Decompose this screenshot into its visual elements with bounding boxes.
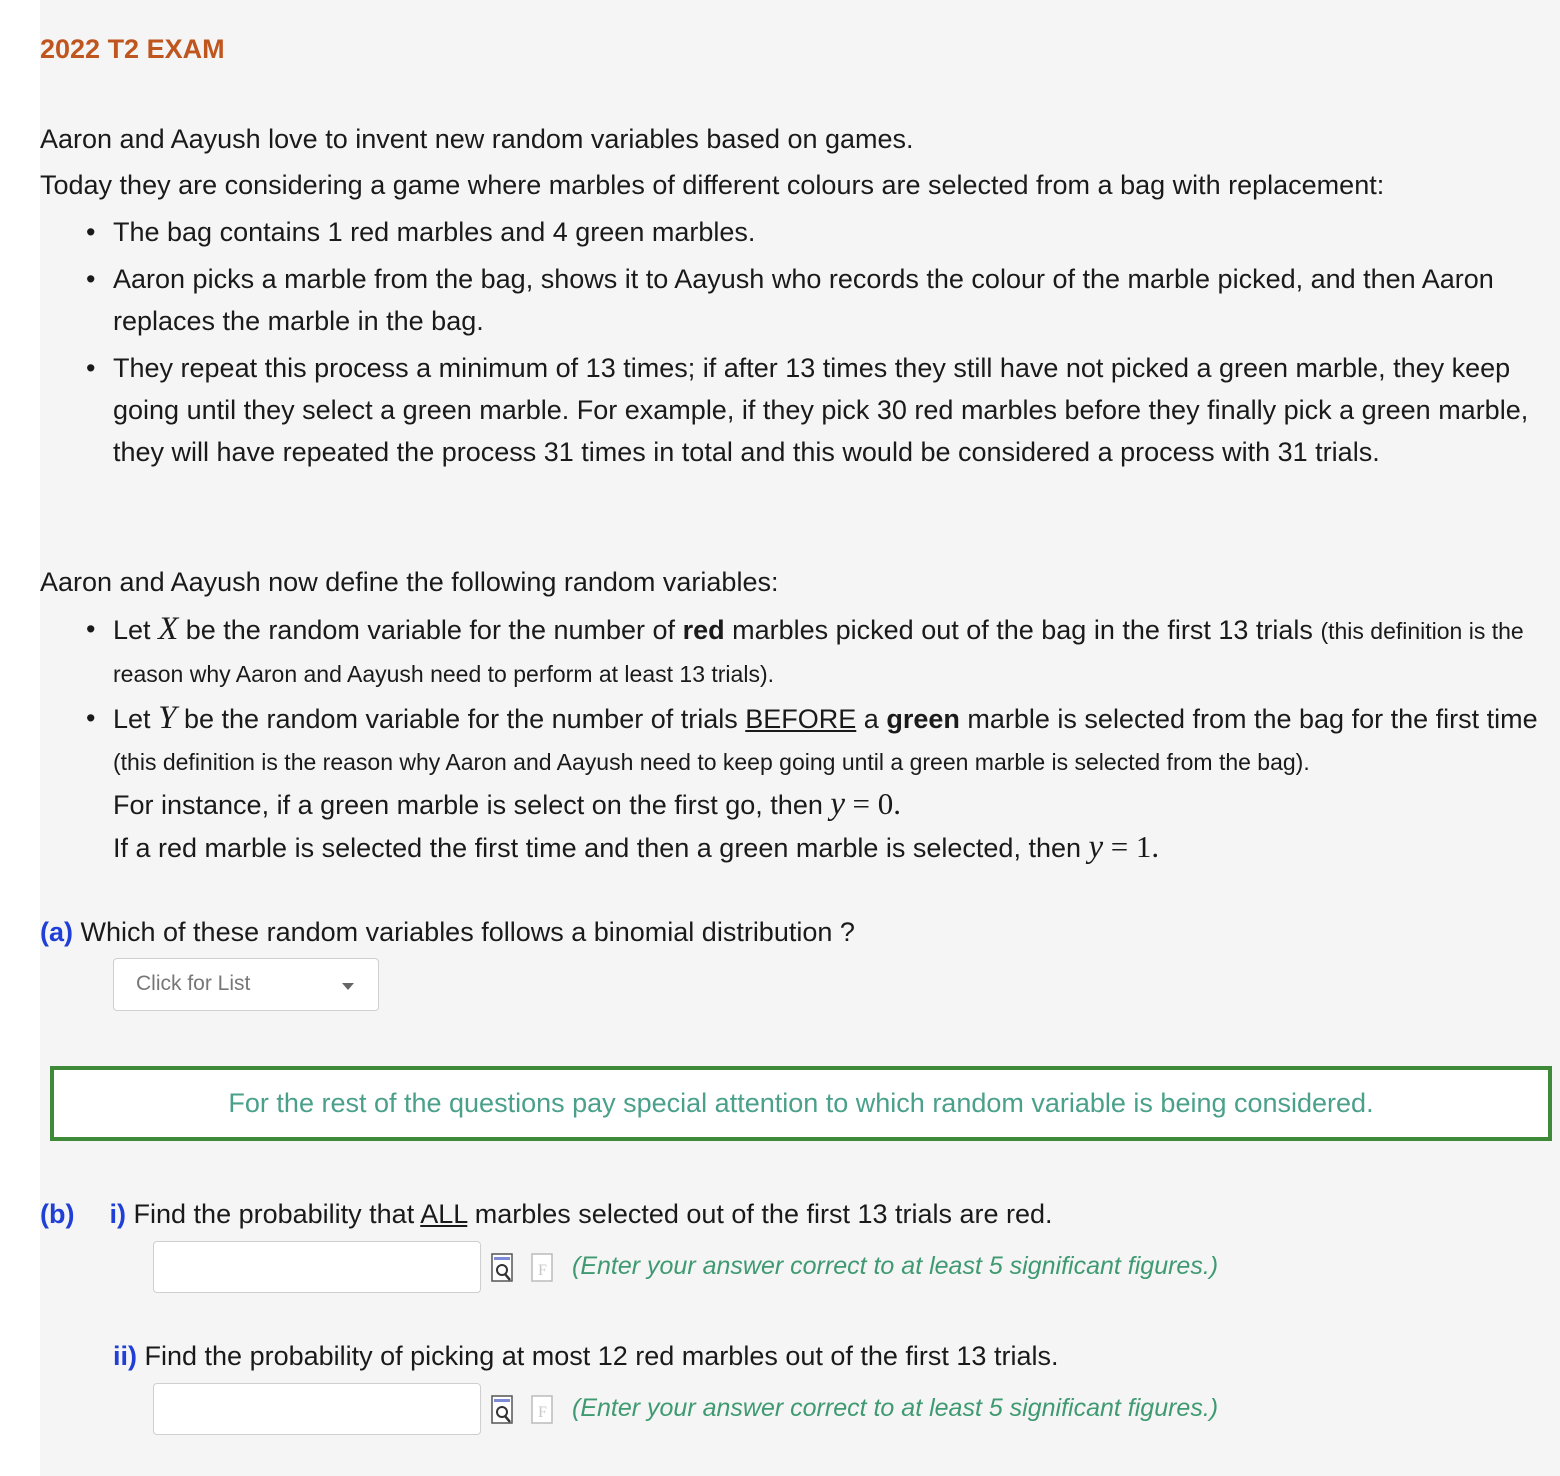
svg-text:F: F	[538, 1404, 547, 1421]
question-b-ii-label: ii)	[113, 1341, 137, 1371]
hint-text-b-i: (Enter your answer correct to at least 5 significant figures.)	[572, 1252, 1219, 1280]
svg-text:F: F	[538, 1262, 547, 1279]
formula-icon[interactable]	[531, 1395, 555, 1425]
question-a	[40, 911, 855, 953]
attention-notice: For the rest of the questions pay special attention to which random variable is being considered.	[50, 1066, 1552, 1141]
variable-y: Y	[158, 700, 177, 736]
question-a-label: (a)	[40, 917, 73, 947]
select-placeholder: Click for List	[136, 972, 251, 995]
page-title: 2022 T2 EXAM	[40, 34, 225, 64]
definitions-heading: Aaron and Aayush now define the following random variables:	[40, 567, 779, 597]
preview-icon[interactable]	[491, 1395, 515, 1425]
question-b-i: (b) i) Find the probability that ALL marbles selected out of the first 13 trials are red.	[40, 1199, 1053, 1229]
question-b-i-label: i)	[109, 1199, 127, 1229]
question-b-ii: ii) Find the probability of picking at most 12 red marbles out of the first 13 trials.	[113, 1341, 1059, 1371]
intro-line-1: Aaron and Aayush love to invent new random variables based on games.	[40, 124, 914, 154]
answer-input-b-ii[interactable]	[153, 1383, 481, 1435]
intro-line-2: Today they are considering a game where marbles of different colours are selected from a bag with replacement:	[40, 170, 1385, 200]
answer-input-b-i[interactable]	[153, 1241, 481, 1293]
preview-icon[interactable]	[491, 1253, 515, 1283]
formula-icon[interactable]	[531, 1253, 555, 1283]
chevron-down-icon	[342, 983, 354, 990]
question-b-label: (b)	[40, 1199, 75, 1229]
binomial-select-dropdown[interactable]	[113, 958, 379, 1011]
hint-text-b-ii: (Enter your answer correct to at least 5 significant figures.)	[572, 1394, 1219, 1422]
question-a-text: Which of these random variables follows a binomial distribution ?	[80, 917, 855, 947]
variable-x: X	[158, 611, 179, 647]
